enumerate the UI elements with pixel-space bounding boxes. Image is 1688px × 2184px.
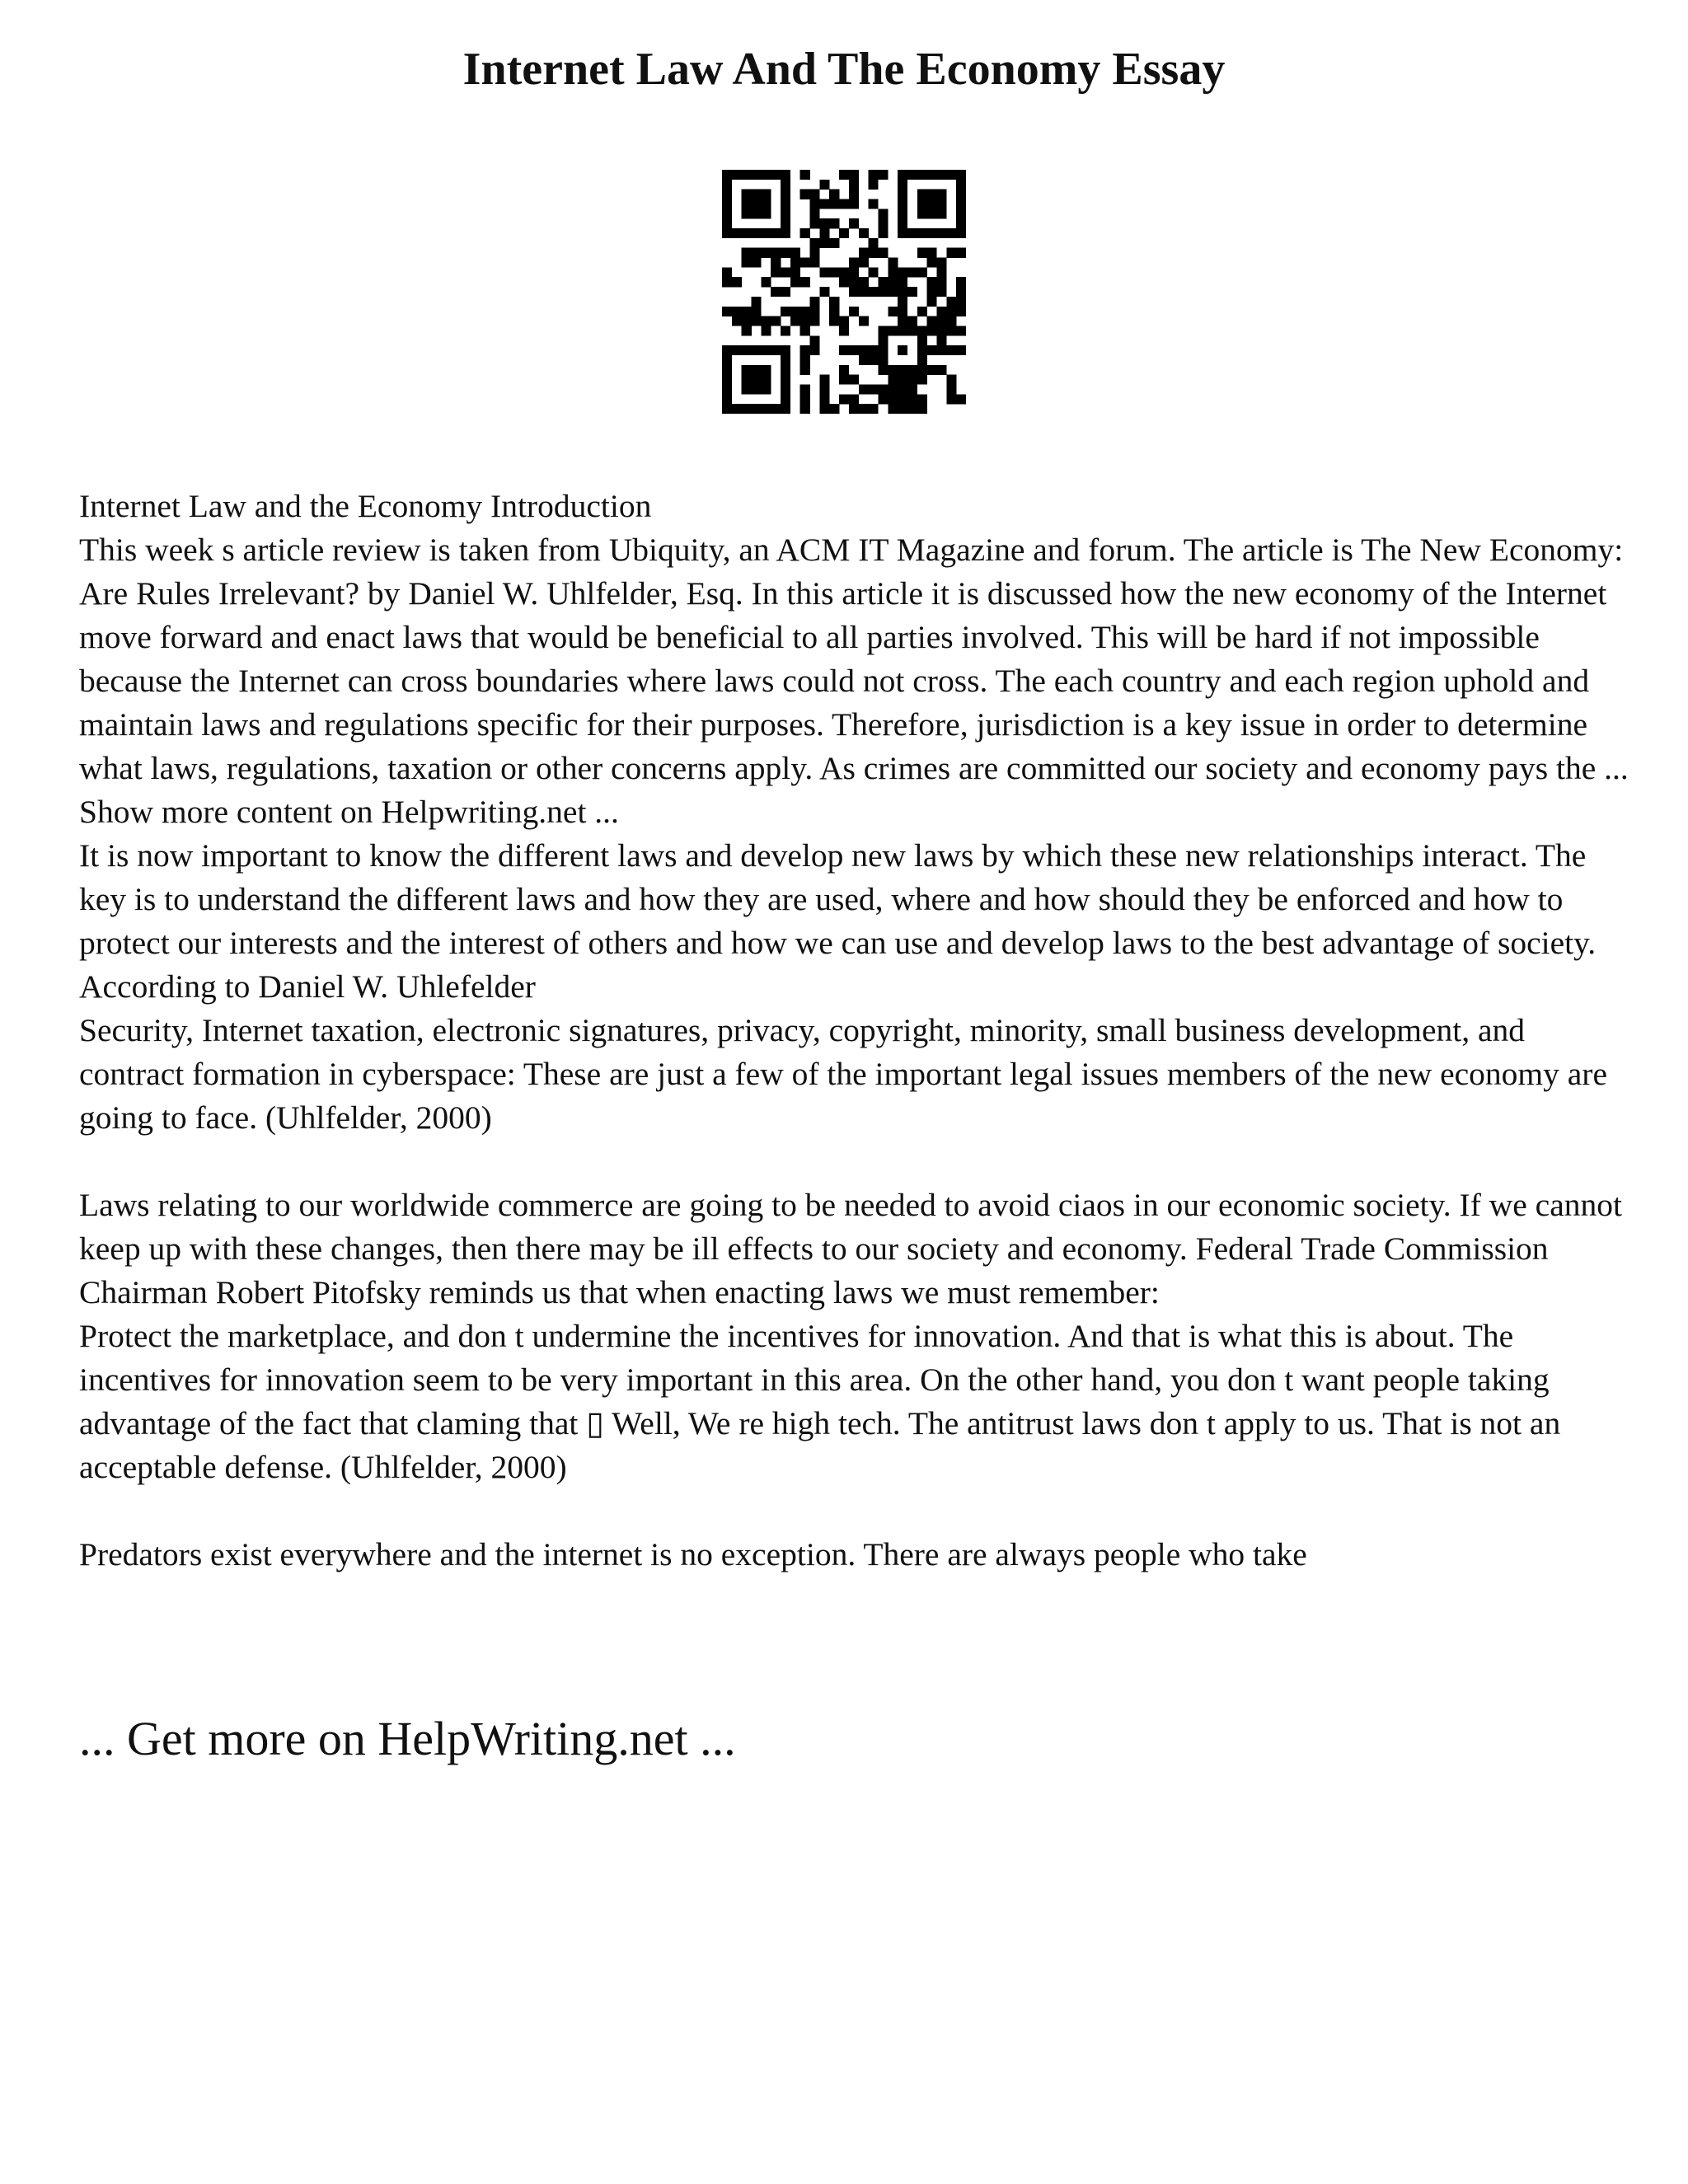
paragraph-gap (79, 1140, 1629, 1183)
essay-body (79, 485, 1629, 1577)
intro-heading: Internet Law and the Economy Introduction (79, 488, 652, 524)
paragraph: This week s article review is taken from Ubiquity, an ACM IT Magazine and forum. The article is The New Economy: Are Rules Irrelevant? by Daniel W. Uhlfelder, Esq. In this article it is discussed how the new economy of the Internet move forward and enact laws that would be beneficial to all parties involved. This will be hard if not impossible because the Internet can cross boundaries where laws could not cross. The each country and each region uphold and maintain laws and regulations specific for their purposes. Therefore, jurisdiction is a key issue in order to determine what laws, regulations, taxation or other concerns apply. As crimes are committed our society and economy pays the ... Show more content on Helpwriting.net ... (79, 532, 1629, 830)
quote-paragraph: Protect the marketplace, and don t undermine the incentives for innovation. And that is what this is about. The incentives for innovation seem to be very important in this area. On the other hand, you don t want people taking advantage of the fact that claming that ▯ Well, We re high tech. The antitrust laws don t apply to us. That is not an acceptable defense. (Uhlfelder, 2000) (79, 1318, 1561, 1485)
paragraph: It is now important to know the different laws and develop new laws by which these new relationships interact. The key is to understand the different laws and how they are used, where and how should they be enforced and how to protect our interests and the interest of others and how we can use and develop laws to the best advantage of society. According to Daniel W. Uhlefelder (79, 837, 1597, 1005)
page-title: Internet Law And The Economy Essay (462, 44, 1226, 95)
paragraph: Laws relating to our worldwide commerce are going to be needed to avoid ciaos in our economic society. If we cannot keep up with these changes, then there may be ill effects to our society and economy. Federal Trade Commission Chairman Robert Pitofsky reminds us that when enacting laws we must remember: (79, 1187, 1622, 1310)
qr-code-icon (722, 170, 966, 414)
quote-paragraph: Security, Internet taxation, electronic signatures, privacy, copyright, minority, small business development, and contract formation in cyberspace: These are just a few of the important legal issues members of the new economy are going to face. (Uhlfelder, 2000) (79, 1012, 1607, 1136)
paragraph: Predators exist everywhere and the internet is no exception. There are always people who take (79, 1536, 1307, 1572)
paragraph-gap (79, 1489, 1629, 1533)
get-more-link[interactable]: ... Get more on HelpWriting.net ... (79, 1712, 736, 1765)
